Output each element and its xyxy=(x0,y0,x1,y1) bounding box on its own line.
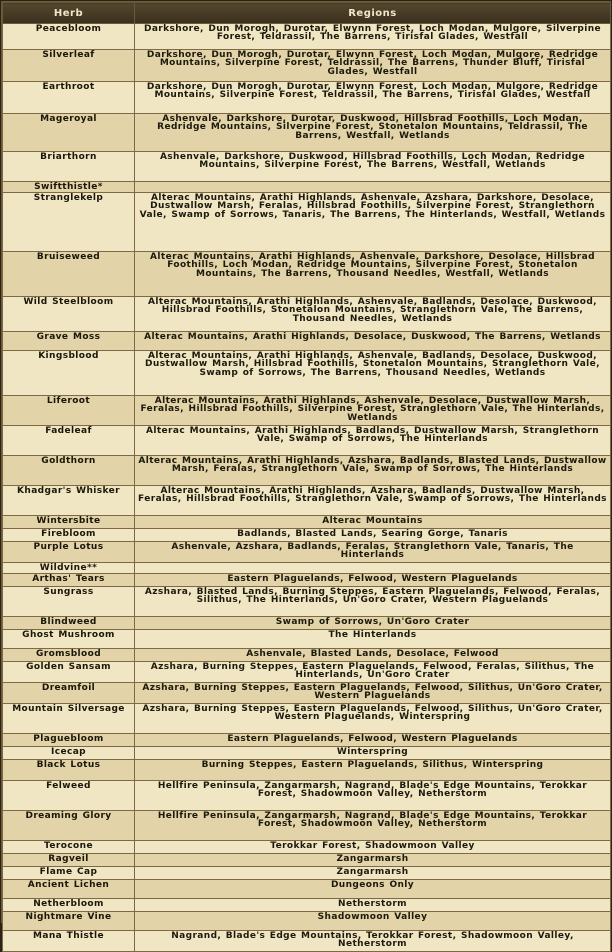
herb-name-cell: Flame Cap xyxy=(3,867,135,880)
table-header-row xyxy=(3,3,611,24)
regions-cell: Hellfire Peninsula, Zangarmarsh, Nagrand, Blade's Edge Mountains, Terokkar Forest, Shadowmoon Valley, Netherstorm xyxy=(135,811,611,841)
herb-name-cell: Mageroyal xyxy=(3,114,135,152)
table-row xyxy=(3,529,611,542)
table-body xyxy=(3,24,611,952)
table-row xyxy=(3,563,611,574)
herb-name-cell: Terocone xyxy=(3,841,135,854)
herb-regions-table xyxy=(2,2,611,952)
table-row xyxy=(3,82,611,114)
herb-name-cell: Bruiseweed xyxy=(3,252,135,297)
table-row xyxy=(3,704,611,734)
table-row xyxy=(3,617,611,630)
regions-cell: Alterac Mountains, Arathi Highlands, Ashenvale, Azshara, Darkshore, Desolace, Dustwallow Marsh, Feralas, Hillsbrad Foothills, Silverpine Forest, Stranglethorn Vale, Swamp of Sorrows, Tanaris, The Barrens, The Hinterlands, Westfall, Wetlands xyxy=(135,193,611,252)
regions-column-header: Regions xyxy=(135,3,611,24)
herb-name-cell: Stranglekelp xyxy=(3,193,135,252)
herb-name-cell: Plaguebloom xyxy=(3,734,135,747)
regions-cell: Dungeons Only xyxy=(135,880,611,899)
herb-name-cell: Mana Thistle xyxy=(3,931,135,952)
herb-name-cell: Nightmare Vine xyxy=(3,912,135,931)
table-row xyxy=(3,574,611,587)
table-row xyxy=(3,114,611,152)
table-row xyxy=(3,649,611,662)
herb-name-cell: Liferoot xyxy=(3,396,135,426)
regions-cell: Darkshore, Dun Morogh, Durotar, Elwynn Forest, Loch Modan, Mulgore, Redridge Mountains, Silverpine Forest, Teldrassil, The Barrens, Tirisfal Glades, Westfall xyxy=(135,82,611,114)
table-row xyxy=(3,297,611,332)
herb-name-cell: Earthroot xyxy=(3,82,135,114)
herb-name-cell: Netherbloom xyxy=(3,899,135,912)
table-row xyxy=(3,880,611,899)
regions-cell: Azshara, Blasted Lands, Burning Steppes, Eastern Plaguelands, Felwood, Feralas, Silithus, The Hinterlands, Un'Goro Crater, Western Plaguelands xyxy=(135,587,611,617)
regions-cell: Burning Steppes, Eastern Plaguelands, Silithus, Winterspring xyxy=(135,760,611,781)
herb-name-cell: Dreamfoil xyxy=(3,683,135,704)
regions-cell: Alterac Mountains, Arathi Highlands, Ashenvale, Badlands, Desolace, Duskwood, Dustwallow Marsh, Hillsbrad Foothills, Stonetalon Mountains, Stranglethorn Vale, Swamp of Sorrows, The Barrens, Thousand Needles, Wetlands xyxy=(135,351,611,396)
table-row xyxy=(3,760,611,781)
regions-cell: Badlands, Blasted Lands, Searing Gorge, Tanaris xyxy=(135,529,611,542)
herb-name-cell: Peacebloom xyxy=(3,24,135,50)
table-row xyxy=(3,630,611,649)
regions-cell: Zangarmarsh xyxy=(135,867,611,880)
herb-name-cell: Icecap xyxy=(3,747,135,760)
table-row xyxy=(3,193,611,252)
regions-cell: Ashenvale, Azshara, Badlands, Feralas, Stranglethorn Vale, Tanaris, The Hinterlands xyxy=(135,542,611,563)
herb-name-cell: Wildvine** xyxy=(3,563,135,574)
table-row xyxy=(3,24,611,50)
regions-cell: The Hinterlands xyxy=(135,630,611,649)
table-row xyxy=(3,396,611,426)
herb-name-cell: Ghost Mushroom xyxy=(3,630,135,649)
herb-name-cell: Sungrass xyxy=(3,587,135,617)
table-row xyxy=(3,351,611,396)
table-row xyxy=(3,516,611,529)
regions-cell: Alterac Mountains, Arathi Highlands, Desolace, Duskwood, The Barrens, Wetlands xyxy=(135,332,611,351)
regions-cell: Azshara, Burning Steppes, Eastern Plaguelands, Felwood, Feralas, Silithus, The Hinterlands, Un'Goro Crater xyxy=(135,662,611,683)
regions-cell: Nagrand, Blade's Edge Mountains, Terokkar Forest, Shadowmoon Valley, Netherstorm xyxy=(135,931,611,952)
herb-name-cell: Black Lotus xyxy=(3,760,135,781)
regions-cell: Alterac Mountains, Arathi Highlands, Badlands, Dustwallow Marsh, Stranglethorn Vale, Swamp of Sorrows, The Hinterlands xyxy=(135,426,611,456)
regions-cell: Alterac Mountains, Arathi Highlands, Ashenvale, Darkshore, Desolace, Hillsbrad Foothills, Loch Modan, Redridge Mountains, Silverpine Forest, Stonetalon Mountains, The Barrens, Thousand Needles, Westfall, Wetlands xyxy=(135,252,611,297)
regions-cell: Zangarmarsh xyxy=(135,854,611,867)
table-row xyxy=(3,781,611,811)
table-row xyxy=(3,542,611,563)
herb-name-cell: Ancient Lichen xyxy=(3,880,135,899)
regions-cell: Shadowmoon Valley xyxy=(135,912,611,931)
herb-name-cell: Kingsblood xyxy=(3,351,135,396)
table-row xyxy=(3,426,611,456)
regions-cell: Swamp of Sorrows, Un'Goro Crater xyxy=(135,617,611,630)
table-row xyxy=(3,747,611,760)
regions-cell: Darkshore, Dun Morogh, Durotar, Elwynn Forest, Loch Modan, Mulgore, Silverpine Forest, Teldrassil, The Barrens, Tirisfal Glades, Westfall xyxy=(135,24,611,50)
table-row xyxy=(3,734,611,747)
regions-cell: Alterac Mountains xyxy=(135,516,611,529)
regions-cell: Azshara, Burning Steppes, Eastern Plaguelands, Felwood, Silithus, Un'Goro Crater, Western Plaguelands xyxy=(135,683,611,704)
herb-name-cell: Gromsblood xyxy=(3,649,135,662)
regions-cell: Alterac Mountains, Arathi Highlands, Azshara, Badlands, Dustwallow Marsh, Feralas, Hillsbrad Foothills, Stranglethorn Vale, Swamp of Sorrows, The Hinterlands xyxy=(135,486,611,516)
regions-cell: Hellfire Peninsula, Zangarmarsh, Nagrand, Blade's Edge Mountains, Terokkar Forest, Shadowmoon Valley, Netherstorm xyxy=(135,781,611,811)
herb-name-cell: Firebloom xyxy=(3,529,135,542)
regions-cell xyxy=(135,563,611,574)
table-row xyxy=(3,854,611,867)
table-row xyxy=(3,841,611,854)
herb-name-cell: Felweed xyxy=(3,781,135,811)
herb-name-cell: Briarthorn xyxy=(3,152,135,182)
regions-cell: Azshara, Burning Steppes, Eastern Plaguelands, Felwood, Silithus, Un'Goro Crater, Western Plaguelands, Winterspring xyxy=(135,704,611,734)
herb-name-cell: Arthas' Tears xyxy=(3,574,135,587)
regions-cell: Eastern Plaguelands, Felwood, Western Plaguelands xyxy=(135,574,611,587)
table-row xyxy=(3,252,611,297)
table-row xyxy=(3,50,611,82)
herb-name-cell: Goldthorn xyxy=(3,456,135,486)
herb-name-cell: Blindweed xyxy=(3,617,135,630)
table-row xyxy=(3,662,611,683)
regions-cell: Darkshore, Dun Morogh, Durotar, Elwynn Forest, Loch Modan, Mulgore, Redridge Mountains, Silverpine Forest, Teldrassil, The Barrens, Thunder Bluff, Tirisfal Glades, Westfall xyxy=(135,50,611,82)
herb-name-cell: Ragveil xyxy=(3,854,135,867)
table-row xyxy=(3,867,611,880)
herb-name-cell: Fadeleaf xyxy=(3,426,135,456)
herb-name-cell: Silverleaf xyxy=(3,50,135,82)
table-row xyxy=(3,683,611,704)
table-row xyxy=(3,486,611,516)
table-row xyxy=(3,587,611,617)
regions-cell: Terokkar Forest, Shadowmoon Valley xyxy=(135,841,611,854)
regions-cell: Winterspring xyxy=(135,747,611,760)
herb-name-cell: Golden Sansam xyxy=(3,662,135,683)
regions-cell: Ashenvale, Darkshore, Durotar, Duskwood, Hillsbrad Foothills, Loch Modan, Redridge Mountains, Silverpine Forest, Stonetalon Mountains, Teldrassil, The Barrens, Westfall, Wetlands xyxy=(135,114,611,152)
regions-cell: Alterac Mountains, Arathi Highlands, Ashenvale, Desolace, Dustwallow Marsh, Feralas, Hillsbrad Foothills, Silverpine Forest, Stranglethorn Vale, The Hinterlands, Wetlands xyxy=(135,396,611,426)
herb-name-cell: Wild Steelbloom xyxy=(3,297,135,332)
regions-cell: Eastern Plaguelands, Felwood, Western Plaguelands xyxy=(135,734,611,747)
herb-name-cell: Grave Moss xyxy=(3,332,135,351)
table-row xyxy=(3,332,611,351)
herb-name-cell: Dreaming Glory xyxy=(3,811,135,841)
table-row xyxy=(3,931,611,952)
table-row xyxy=(3,152,611,182)
herb-name-cell: Mountain Silversage xyxy=(3,704,135,734)
table-row xyxy=(3,899,611,912)
regions-cell: Netherstorm xyxy=(135,899,611,912)
regions-cell: Alterac Mountains, Arathi Highlands, Azshara, Badlands, Blasted Lands, Dustwallow Marsh, Feralas, Stranglethorn Vale, Swamp of Sorrows, The Hinterlands xyxy=(135,456,611,486)
regions-cell: Alterac Mountains, Arathi Highlands, Ashenvale, Badlands, Desolace, Duskwood, Hillsbrad Foothills, Stonetalon Mountains, Stranglethorn Vale, The Barrens, Thousand Needles, Wetlands xyxy=(135,297,611,332)
table-row xyxy=(3,912,611,931)
herb-column-header: Herb xyxy=(3,3,135,24)
herb-name-cell: Purple Lotus xyxy=(3,542,135,563)
herb-name-cell: Wintersbite xyxy=(3,516,135,529)
table-row xyxy=(3,456,611,486)
herb-table-frame xyxy=(1,1,611,950)
herb-name-cell: Khadgar's Whisker xyxy=(3,486,135,516)
herb-name-cell: Swiftthistle* xyxy=(3,182,135,193)
table-row xyxy=(3,811,611,841)
regions-cell xyxy=(135,182,611,193)
regions-cell: Ashenvale, Darkshore, Duskwood, Hillsbrad Foothills, Loch Modan, Redridge Mountains, Silverpine Forest, The Barrens, Westfall, Wetlands xyxy=(135,152,611,182)
regions-cell: Ashenvale, Blasted Lands, Desolace, Felwood xyxy=(135,649,611,662)
table-row xyxy=(3,182,611,193)
